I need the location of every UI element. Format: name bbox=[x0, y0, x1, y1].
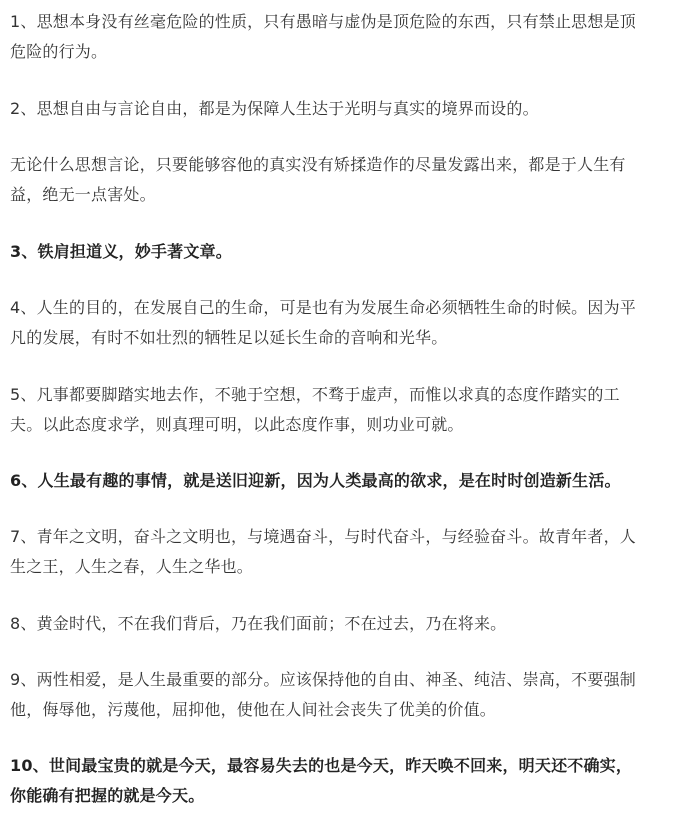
paragraph-2 bbox=[10, 94, 670, 124]
paragraph-10 bbox=[10, 665, 670, 725]
line: 危险的行为。 bbox=[10, 42, 108, 61]
line: 2、思想自由与言论自由，都是为保障人生达于光明与真实的境界而设的。 bbox=[10, 99, 539, 118]
line: 你能确有把握的就是今天。 bbox=[10, 786, 205, 805]
paragraph-7-bold bbox=[10, 466, 670, 496]
line: 凡的发展，有时不如壮烈的牺牲足以延长生命的音响和光华。 bbox=[10, 328, 448, 347]
line: 夫。以此态度求学，则真理可明，以此态度作事，则功业可就。 bbox=[10, 415, 464, 434]
line: 10、世间最宝贵的就是今天，最容易失去的也是今天，昨天唤不回来，明天还不确实， bbox=[10, 756, 633, 775]
paragraph-9 bbox=[10, 609, 670, 639]
line: 7、青年之文明，奋斗之文明也，与境遇奋斗，与时代奋斗，与经验奋斗。故青年者，人 bbox=[10, 527, 636, 546]
line: 无论什么思想言论，只要能够容他的真实没有矫揉造作的尽量发露出来，都是于人生有 bbox=[10, 155, 626, 174]
line: 5、凡事都要脚踏实地去作，不驰于空想，不骛于虚声，而惟以求真的态度作踏实的工 bbox=[10, 385, 620, 404]
paragraph-3 bbox=[10, 150, 670, 210]
paragraph-8 bbox=[10, 522, 670, 582]
line: 8、黄金时代，不在我们背后，乃在我们面前；不在过去，乃在将来。 bbox=[10, 614, 507, 633]
paragraph-6 bbox=[10, 380, 670, 440]
line: 6、人生最有趣的事情，就是送旧迎新，因为人类最高的欲求，是在时时创造新生活。 bbox=[10, 471, 621, 490]
paragraph-5 bbox=[10, 293, 670, 353]
line: 益，绝无一点害处。 bbox=[10, 185, 156, 204]
line: 他，侮辱他，污蔑他，屈抑他，使他在人间社会丧失了优美的价值。 bbox=[10, 700, 497, 719]
paragraph-11-bold bbox=[10, 751, 670, 811]
line: 3、铁肩担道义，妙手著文章。 bbox=[10, 242, 232, 261]
paragraph-1 bbox=[10, 7, 670, 67]
paragraph-4-bold bbox=[10, 237, 670, 267]
line: 1、思想本身没有丝毫危险的性质，只有愚暗与虚伪是顶危险的东西，只有禁止思想是顶 bbox=[10, 12, 636, 31]
line: 9、两性相爱，是人生最重要的部分。应该保持他的自由、神圣、纯洁、崇高，不要强制 bbox=[10, 670, 636, 689]
line: 4、人生的目的，在发展自己的生命，可是也有为发展生命必须牺牲生命的时候。因为平 bbox=[10, 298, 636, 317]
line: 生之王，人生之春，人生之华也。 bbox=[10, 557, 254, 576]
